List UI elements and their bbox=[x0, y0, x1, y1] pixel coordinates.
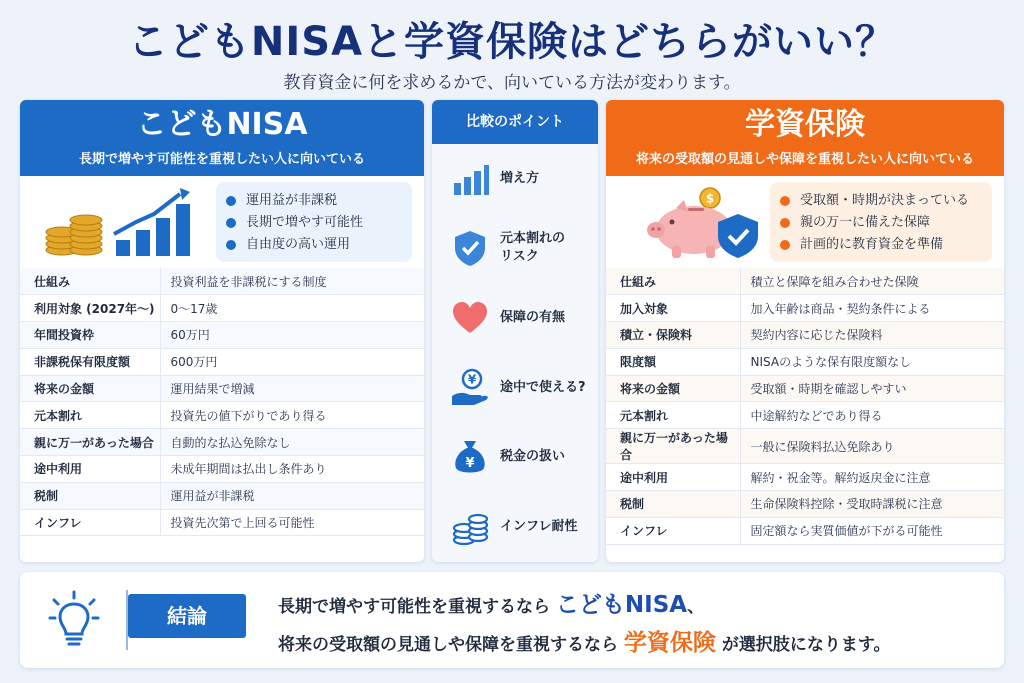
yen-hand-icon bbox=[450, 368, 490, 408]
table-row: 税制 運用益が非課税 bbox=[20, 482, 424, 509]
nisa-bullet: 運用益が非課税 bbox=[226, 190, 402, 212]
gakushi-hoken-panel bbox=[606, 100, 1004, 562]
point-item bbox=[432, 214, 598, 284]
nisa-subtitle: 長期で増やす可能性を重視したい人に向いている bbox=[78, 152, 365, 167]
lightbulb-icon bbox=[48, 590, 100, 650]
table-row: 限度額 NISAのような保有限度額なし bbox=[606, 348, 1004, 375]
table-row: 積立・保険料 契約内容に応じた保険料 bbox=[606, 322, 1004, 349]
gakushi-hoken-header bbox=[606, 100, 1004, 176]
table-row: 年間投資枠 60万円 bbox=[20, 322, 424, 349]
table-row: 非課税保有限度額 600万円 bbox=[20, 348, 424, 375]
conclusion-box bbox=[20, 572, 1004, 668]
point-label: インフレ耐性 bbox=[500, 518, 578, 534]
coins-growth-chart-icon bbox=[34, 184, 204, 264]
gakushi-hoken-title: 学資保険 bbox=[745, 107, 865, 142]
table-row: 途中利用 解約・祝金等。解約返戻金に注意 bbox=[606, 464, 1004, 491]
page-subtitle: 教育資金に何を求めるかで、向いている方法が変わります。 bbox=[283, 73, 741, 93]
point-item bbox=[432, 422, 598, 492]
svg-text:¥: ¥ bbox=[465, 456, 475, 472]
point-item bbox=[432, 353, 598, 423]
table-row: インフレ 投資先次第で上回る可能性 bbox=[20, 509, 424, 536]
hoken-bullet: 受取額・時期が決まっている bbox=[780, 190, 982, 212]
nisa-table bbox=[20, 268, 424, 536]
bullet-dot-icon bbox=[780, 240, 790, 250]
point-label: 途中で使える? bbox=[500, 379, 586, 395]
table-row: 途中利用 未成年期間は払出し条件あり bbox=[20, 456, 424, 483]
shield-check-icon bbox=[450, 228, 490, 268]
point-item bbox=[432, 492, 598, 562]
table-row: 元本割れ 中途解約などであり得る bbox=[606, 402, 1004, 429]
table-row: 元本割れ 投資先の値下がりであり得る bbox=[20, 402, 424, 429]
hoken-bullet: 親の万一に備えた保障 bbox=[780, 212, 982, 234]
table-row: 利用対象 (2027年〜) 0〜17歳 bbox=[20, 295, 424, 322]
point-label: 元本割れの リスク bbox=[500, 231, 566, 265]
svg-text:$: $ bbox=[705, 191, 715, 206]
highlight-gakushi-hoken: 学資保険 bbox=[623, 630, 716, 656]
coin-stack-icon bbox=[450, 507, 490, 547]
svg-text:¥: ¥ bbox=[467, 372, 477, 387]
heart-icon bbox=[450, 298, 490, 338]
bullet-dot-icon bbox=[226, 218, 236, 228]
nisa-panel bbox=[20, 100, 424, 562]
hoken-bullet: 計画的に教育資金を準備 bbox=[780, 234, 982, 256]
table-row: 税制 生命保険料控除・受取時課税に注意 bbox=[606, 491, 1004, 518]
table-row: 親に万一があった場合 一般に保険料払込免除あり bbox=[606, 429, 1004, 464]
bullet-dot-icon bbox=[780, 196, 790, 206]
table-row: 仕組み 積立と保障を組み合わせた保険 bbox=[606, 268, 1004, 295]
gakushi-hoken-bullets bbox=[770, 182, 992, 262]
table-row: 将来の金額 運用結果で増減 bbox=[20, 375, 424, 402]
table-row: インフレ 固定額なら実質価値が下がる可能性 bbox=[606, 517, 1004, 544]
point-label: 税金の扱い bbox=[500, 449, 566, 465]
nisa-title: こどもNISA bbox=[136, 107, 308, 142]
gakushi-hoken-subtitle: 将来の受取額の見通しや保障を重視したい人に向いている bbox=[635, 152, 974, 167]
point-label: 増え方 bbox=[500, 170, 540, 186]
point-item bbox=[432, 283, 598, 353]
bullet-dot-icon bbox=[226, 196, 236, 206]
comparison-points-title: 比較のポイント bbox=[432, 100, 598, 144]
bar-chart-icon bbox=[450, 159, 490, 199]
table-row: 加入対象 加入年齢は商品・契約条件による bbox=[606, 295, 1004, 322]
page-title: こどもNISAと学資保険はどちらがいい？ bbox=[127, 19, 897, 65]
bullet-dot-icon bbox=[226, 240, 236, 250]
table-row: 親に万一があった場合 自動的な払込免除なし bbox=[20, 429, 424, 456]
point-item bbox=[432, 144, 598, 214]
conclusion-badge: 結論 bbox=[128, 594, 246, 638]
money-bag-icon bbox=[450, 437, 490, 477]
piggy-bank-shield-icon bbox=[620, 184, 770, 264]
nisa-bullet: 長期で増やす可能性 bbox=[226, 212, 402, 234]
point-label: 保障の有無 bbox=[500, 309, 566, 325]
table-row: 将来の金額 受取額・時期を確認しやすい bbox=[606, 375, 1004, 402]
conclusion-line-2: 将来の受取額の見通しや保障を重視するなら 学資保険 が選択肢になります。 bbox=[278, 630, 891, 656]
highlight-nisa: こどもNISA bbox=[555, 592, 688, 618]
nisa-feature bbox=[20, 176, 424, 268]
nisa-bullet: 自由度の高い運用 bbox=[226, 234, 402, 256]
comparison-points-panel bbox=[432, 100, 598, 562]
table-row: 仕組み 投資利益を非課税にする制度 bbox=[20, 268, 424, 295]
conclusion-line-1: 長期で増やす可能性を重視するなら こどもNISA、 bbox=[278, 592, 705, 618]
gakushi-hoken-table bbox=[606, 268, 1004, 545]
gakushi-hoken-feature bbox=[606, 176, 1004, 268]
nisa-header bbox=[20, 100, 424, 176]
nisa-bullets bbox=[216, 182, 412, 262]
bullet-dot-icon bbox=[780, 218, 790, 228]
